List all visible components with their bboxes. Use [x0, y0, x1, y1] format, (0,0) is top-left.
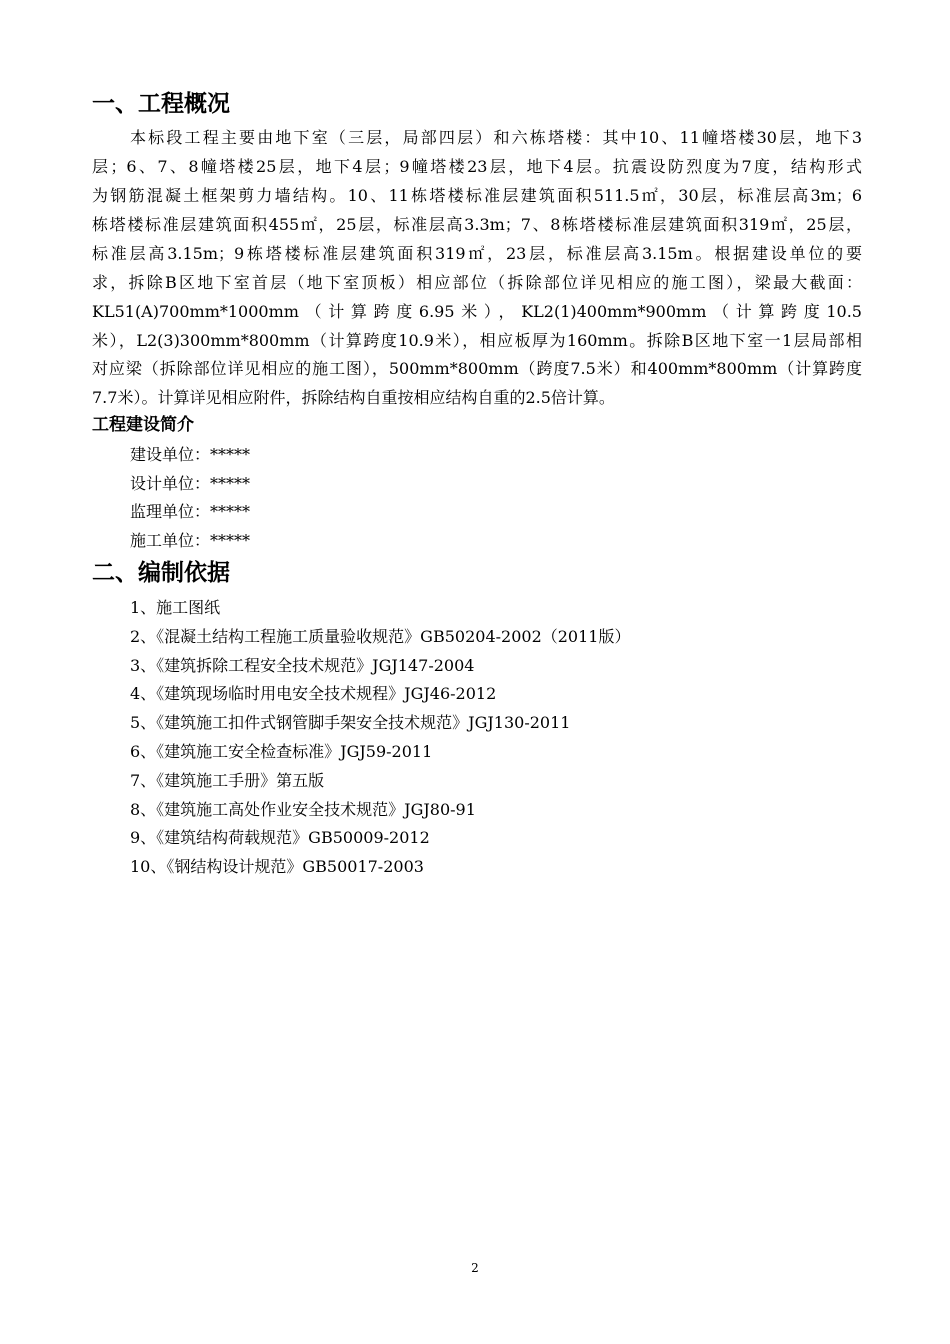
paragraph-line: 对应梁（拆除部位详见相应的施工图），500mm*800mm（跨度7.5米）和400mm*800mm（计算跨度 [92, 359, 862, 378]
intro-item-supervisor: 监理单位：***** [130, 502, 251, 521]
list-item: 10、《钢结构设计规范》GB50017-2003 [130, 857, 424, 877]
list-item: 9、《建筑结构荷载规范》GB50009-2012 [130, 828, 430, 848]
section-heading-overview: 一、工程概况 [92, 91, 230, 117]
paragraph-line: 标准层高3.15m；9栋塔楼标准层建筑面积319㎡，23层，标准层高3.15m。根据建设单位的要 [92, 244, 862, 263]
list-item: 7、《建筑施工手册》第五版 [130, 770, 325, 790]
paragraph-line: 米），L2(3)300mm*800mm（计算跨度10.9米），相应板厚为160mm。拆除B区地下室一1层局部相 [92, 331, 862, 350]
list-item: 3、《建筑拆除工程安全技术规范》JGJ147-2004 [130, 655, 475, 675]
section-heading-basis: 二、编制依据 [92, 560, 230, 586]
basis-list [130, 594, 630, 882]
intro-item-designer: 设计单位：***** [130, 474, 251, 493]
list-item: 5、《建筑施工扣件式钢管脚手架安全技术规范》JGJ130-2011 [130, 713, 571, 733]
intro-item-owner: 建设单位：***** [130, 445, 251, 464]
intro-item-contractor: 施工单位：***** [130, 531, 251, 550]
list-item: 4、《建筑现场临时用电安全技术规程》JGJ46-2012 [130, 684, 497, 704]
list-item: 1、施工图纸 [130, 598, 221, 617]
paragraph-line: 7.7米）。计算详见相应附件，拆除结构自重按相应结构自重的2.5倍计算。 [92, 388, 615, 407]
page-number: 2 [471, 1261, 479, 1275]
paragraph-line: 为钢筋混凝土框架剪力墙结构。10、11栋塔楼标准层建筑面积511.5㎡，30层，标准层高3m；6 [92, 186, 862, 205]
paragraph-line: 层；6、7、8幢塔楼25层，地下4层；9幢塔楼23层，地下4层。抗震设防烈度为7度，结构形式 [92, 157, 862, 176]
list-item: 2、《混凝土结构工程施工质量验收规范》GB50204-2002（2011版） [130, 626, 631, 646]
paragraph-line: 本标段工程主要由地下室（三层，局部四层）和六栋塔楼：其中10、11幢塔楼30层，地下3 [130, 128, 862, 147]
list-item: 8、《建筑施工高处作业安全技术规范》JGJ80-91 [130, 799, 476, 819]
paragraph-line: 栋塔楼标准层建筑面积455㎡，25层，标准层高3.3m；7、8栋塔楼标准层建筑面积319㎡，25层， [92, 215, 862, 234]
paragraph-line: KL51(A)700mm*1000mm（计算跨度6.95米），KL2(1)400mm*900mm（计算跨度10.5 [92, 302, 862, 321]
subheading-project-intro: 工程建设简介 [92, 415, 194, 435]
paragraph-line: 求，拆除B区地下室首层（地下室顶板）相应部位（拆除部位详见相应的施工图），梁最大截面： [92, 273, 862, 292]
list-item: 6、《建筑施工安全检查标准》JGJ59-2011 [130, 741, 433, 761]
